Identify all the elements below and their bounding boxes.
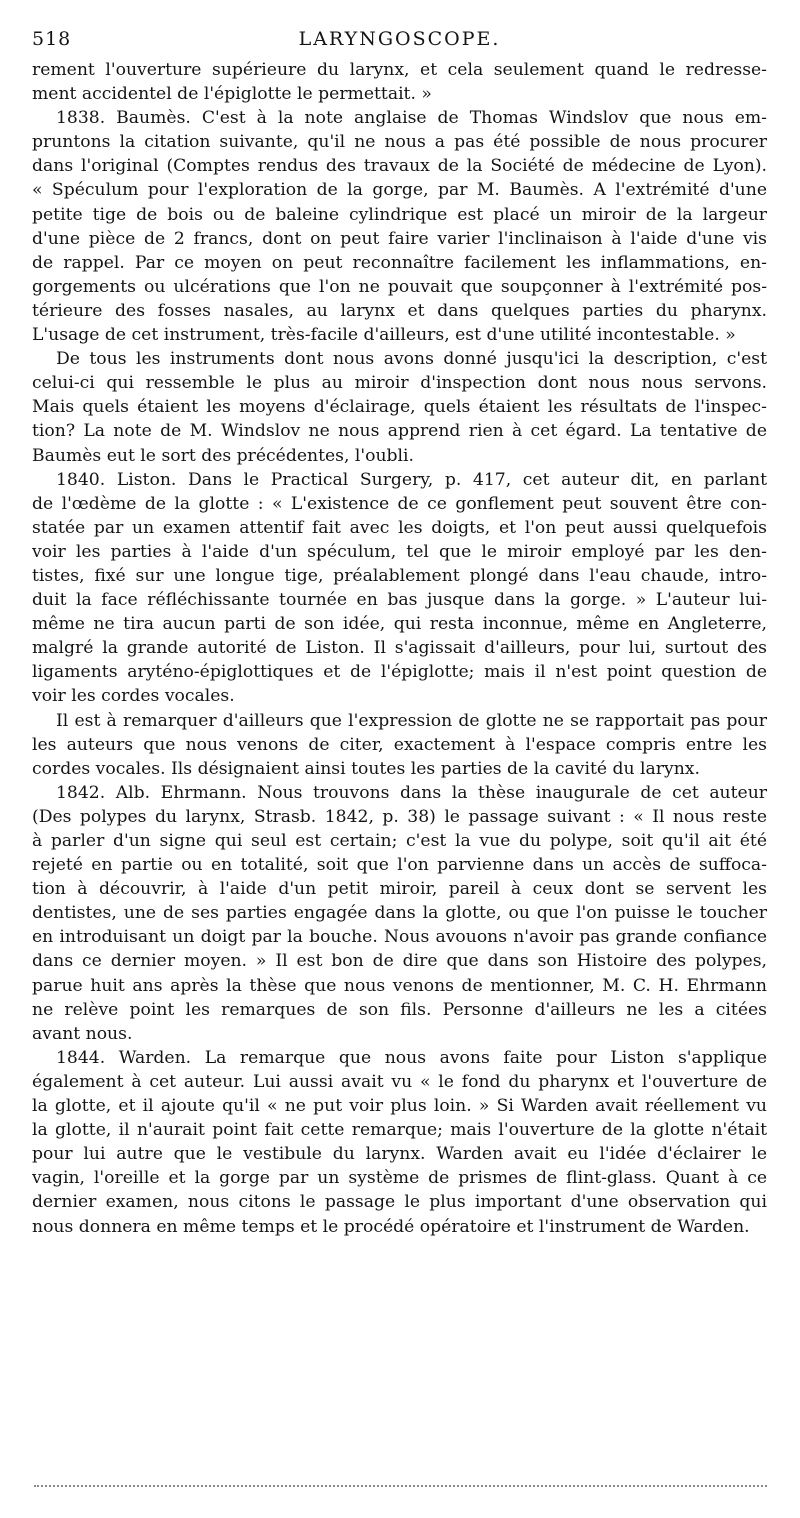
text-line: voir les cordes vocales. (32, 686, 235, 707)
text-line: tion? La note de M. Windslov ne nous apprend rien à cet égard. La tentative de (32, 421, 767, 442)
text-line: dans l'original (Comptes rendus des travaux de la Société de médecine de Lyon). (32, 156, 767, 177)
text-line: dernier examen, nous citons le passage le plus important d'une observation qui (32, 1192, 767, 1213)
text-line: Mais quels étaient les moyens d'éclairage, quels étaient les résultats de l'inspec- (32, 397, 767, 418)
text-line: ment accidentel de l'épiglotte le permettait. » (32, 84, 432, 105)
text-line: à parler d'un signe qui seul est certain; c'est la vue du polype, soit qu'il ait été (32, 831, 767, 851)
text-line: ne relève point les remarques de son fils. Personne d'ailleurs ne les a citées (32, 999, 767, 1020)
text-line: de rappel. Par ce moyen on peut reconnaître facilement les inflammations, en- (32, 252, 767, 273)
text-line: dentistes, une de ses parties engagée dans la glotte, ou que l'on puisse le toucher (32, 903, 767, 924)
body-text (32, 58, 767, 1239)
text-line: 1844. Warden. La remarque que nous avons faite pour Liston s'applique (56, 1047, 767, 1068)
text-line: Il est à remarquer d'ailleurs que l'expression de glotte ne se rapportait pas pour (56, 710, 767, 731)
text-line: petite tige de bois ou de baleine cylindrique est placé un miroir de la largeur (32, 204, 767, 225)
text-line: tion à découvrir, à l'aide d'un petit miroir, pareil à ceux dont se servent les (32, 879, 767, 900)
text-line: la glotte, il n'aurait point fait cette remarque; mais l'ouverture de la glotte n'était (32, 1120, 767, 1141)
text-line: en introduisant un doigt par la bouche. Nous avouons n'avoir pas grande confiance (32, 927, 767, 948)
page-number: 518 (32, 28, 72, 50)
footer-dotted-rule (34, 1485, 767, 1487)
text-line: parue huit ans après la thèse que nous venons de mentionner, M. C. H. Ehrmann (32, 975, 767, 996)
text-line: « Spéculum pour l'exploration de la gorge, par M. Baumès. A l'extrémité d'une (32, 180, 767, 201)
running-head (32, 28, 767, 58)
text-line: rejeté en partie ou en totalité, soit que l'on parvienne dans un accès de suffoca- (32, 855, 767, 876)
text-line: celui-ci qui ressemble le plus au miroir d'inspection dont nous nous servons. (32, 373, 767, 394)
text-line: ligaments aryténo-épiglottiques et de l'épiglotte; mais il n'est point question de (32, 662, 767, 683)
text-line: pour lui autre que le vestibule du larynx. Warden avait eu l'idée d'éclairer le (32, 1144, 767, 1165)
text-line: les auteurs que nous venons de citer, exactement à l'espace compris entre les (32, 734, 767, 755)
text-line: d'une pièce de 2 francs, dont on peut faire varier l'inclinaison à l'aide d'une vis (32, 228, 767, 249)
text-line: tistes, fixé sur une longue tige, préalablement plongé dans l'eau chaude, intro- (32, 565, 767, 586)
text-line: 1842. Alb. Ehrmann. Nous trouvons dans la thèse inaugurale de cet auteur (56, 782, 767, 803)
text-line: De tous les instruments dont nous avons donné jusqu'ici la description, c'est (56, 349, 767, 370)
text-line: statée par un examen attentif fait avec les doigts, et l'on peut aussi quelquefois (32, 517, 767, 538)
text-line: 1840. Liston. Dans le Practical Surgery, p. 417, cet auteur dit, en parlant (56, 469, 767, 490)
text-line: cordes vocales. Ils désignaient ainsi toutes les parties de la cavité du larynx. (32, 758, 700, 779)
running-title: LARYNGOSCOPE. (298, 28, 501, 50)
text-line: L'usage de cet instrument, très-facile d'ailleurs, est d'une utilité incontestable. » (32, 325, 736, 346)
text-line: duit la face réfléchissante tournée en bas jusque dans la gorge. » L'auteur lui- (32, 590, 767, 611)
text-line: térieure des fosses nasales, au larynx et dans quelques parties du pharynx. (32, 300, 767, 321)
text-line: vagin, l'oreille et la gorge par un système de prismes de flint-glass. Quant à ce (32, 1168, 767, 1189)
text-line: pruntons la citation suivante, qu'il ne nous a pas été possible de nous procurer (32, 132, 767, 153)
book-page (32, 28, 767, 1239)
text-line: (Des polypes du larynx, Strasb. 1842, p. 38) le passage suivant : « Il nous reste (32, 806, 767, 827)
text-line: nous donnera en même temps et le procédé opératoire et l'instrument de Warden. (32, 1216, 750, 1237)
text-line: voir les parties à l'aide d'un spéculum, tel que le miroir employé par les den- (32, 541, 767, 562)
text-line: même ne tira aucun parti de son idée, qui resta inconnue, même en Angleterre, (32, 614, 767, 635)
text-line: de l'œdème de la glotte : « L'existence de ce gonflement peut souvent être con- (32, 493, 767, 514)
text-line: avant nous. (32, 1023, 133, 1044)
text-line: gorgements ou ulcérations que l'on ne pouvait que soupçonner à l'extrémité pos- (32, 276, 767, 297)
text-line: dans ce dernier moyen. » Il est bon de dire que dans son Histoire des polypes, (32, 951, 767, 972)
text-line: également à cet auteur. Lui aussi avait vu « le fond du pharynx et l'ouverture de (32, 1071, 767, 1092)
text-line: Baumès eut le sort des précédentes, l'oubli. (32, 445, 415, 466)
text-line: rement l'ouverture supérieure du larynx, et cela seulement quand le redresse- (32, 60, 767, 80)
text-line: 1838. Baumès. C'est à la note anglaise de Thomas Windslov que nous em- (56, 108, 767, 129)
text-line: malgré la grande autorité de Liston. Il s'agissait d'ailleurs, pour lui, surtout des (32, 638, 767, 659)
text-line: la glotte, et il ajoute qu'il « ne put voir plus loin. » Si Warden avait réellement vu (32, 1096, 767, 1117)
